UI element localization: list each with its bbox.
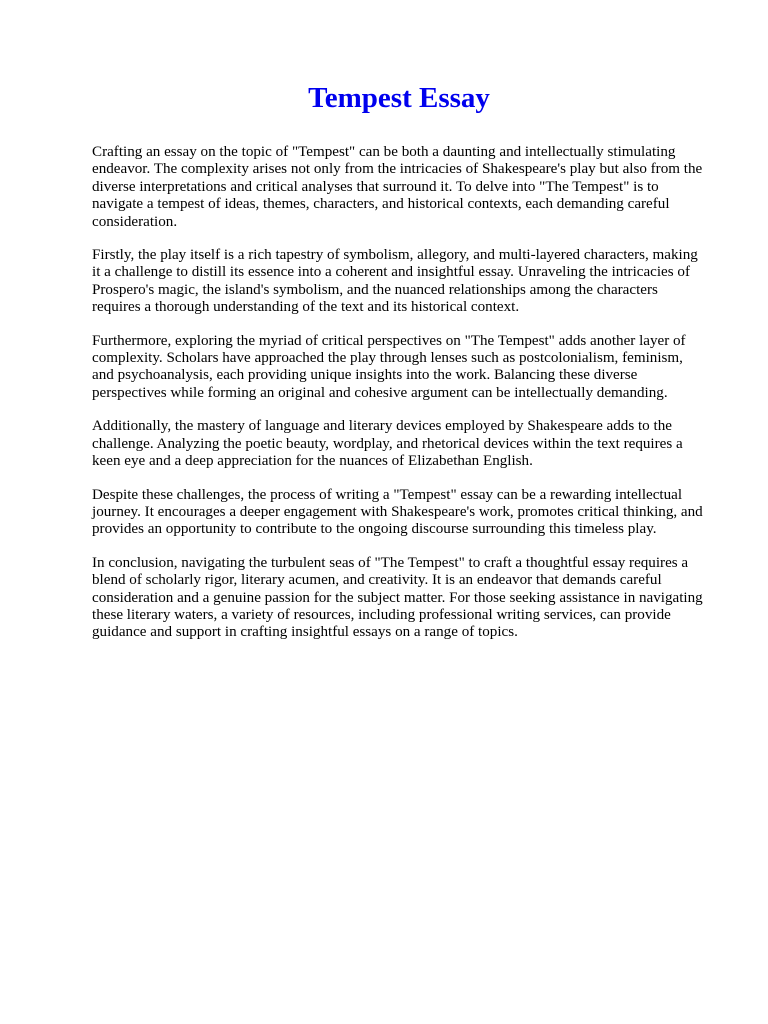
paragraph-3: Furthermore, exploring the myriad of critical perspectives on "The Tempest" adds another layer of complexity. Scholars have approached the play through lenses such as postcolonialism, feminism, and psychoanalysis, each providing unique insights into the work. Balancing these diverse perspectives while forming an original and cohesive argument can be intellectually demanding. bbox=[92, 332, 686, 401]
paragraph-6: In conclusion, navigating the turbulent seas of "The Tempest" to craft a thoughtful essay requires a blend of scholarly rigor, literary acumen, and creativity. It is an endeavor that demands careful consideration and a genuine passion for the subject matter. For those seeking assistance in navigating these literary waters, a variety of resources, including professional writing services, can provide guidance and support in crafting insightful essays on a range of topics. bbox=[92, 554, 703, 641]
paragraph-2: Firstly, the play itself is a rich tapestry of symbolism, allegory, and multi-layered characters, making it a challenge to distill its essence into a coherent and insightful essay. Unraveling the intricacies of Prospero's magic, the island's symbolism, and the nuanced relationships among the characters requires a thorough understanding of the text and its historical context. bbox=[92, 247, 698, 316]
document-title: Tempest Essay bbox=[308, 82, 490, 114]
document-body bbox=[92, 144, 706, 642]
paragraph-5: Despite these challenges, the process of writing a "Tempest" essay can be a rewarding intellectual journey. It encourages a deeper engagement with Shakespeare's work, promotes critical thinking, and provides an opportunity to contribute to the ongoing discourse surrounding this timeless play. bbox=[92, 486, 703, 538]
paragraph-1: Crafting an essay on the topic of "Tempest" can be both a daunting and intellectually stimulating endeavor. The complexity arises not only from the intricacies of Shakespeare's play but also from the diverse interpretations and critical analyses that surround it. To delve into "The Tempest" is to navigate a tempest of ideas, themes, characters, and historical contexts, each demanding careful consideration. bbox=[92, 144, 703, 230]
paragraph-4: Additionally, the mastery of language and literary devices employed by Shakespeare adds to the challenge. Analyzing the poetic beauty, wordplay, and rhetorical devices within the text requires a keen eye and a deep appreciation for the nuances of Elizabethan English. bbox=[92, 418, 683, 470]
